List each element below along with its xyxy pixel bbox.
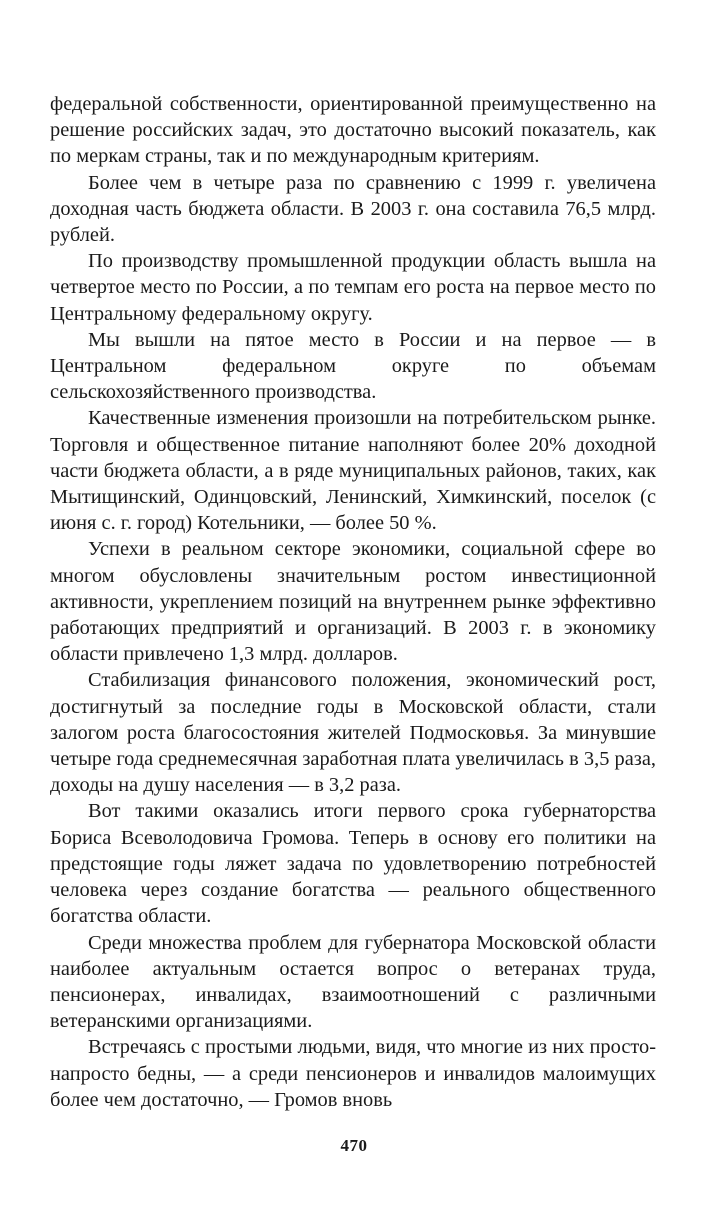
paragraph: федеральной собственности, ориентированной преимущественно на решение российских задач, это достаточно высокий показатель, как по меркам страны, так и по международным критериям. (50, 93, 656, 168)
paragraph: Вот такими оказались итоги первого срока губернаторства Бориса Всеволодовича Громова. Теперь в основу его политики на предстоящие годы ляжет задача по удовлетворению потребностей человека через создание богатства — реального общественного богатства области. (50, 800, 656, 928)
paragraph: Среди множества проблем для губернатора Московской области наиболее актуальным остается вопрос о ветеранах труда, пенсионерах, инвалидах, взаимоотношений с различными ветеранскими организациями. (50, 931, 656, 1033)
paragraph: Встречаясь с простыми людьми, видя, что многие из них просто-напросто бедны, — а среди пенсионеров и инвалидов малоимущих более чем достаточно, — Громов вновь (50, 1036, 656, 1111)
paragraph: Более чем в четыре раза по сравнению с 1999 г. увеличена доходная часть бюджета области. В 2003 г. она составила 76,5 млрд. рублей. (50, 171, 656, 247)
paragraph: По производству промышленной продукции область вышла на четвертое место по России, а по темпам его роста на первое место по Центральному федеральному округу. (50, 250, 656, 325)
page-number: 470 (340, 1136, 368, 1155)
paragraph: Успехи в реальном секторе экономики, социальной сфере во многом обусловлены значительным ростом инвестиционной активности, укреплением позиций на внутреннем рынке эффективно работающих предприятий и организаций. В 2003 г. в экономику области привлечено 1,3 млрд. долларов. (50, 538, 656, 666)
paragraph: Качественные изменения произошли на потребительском рынке. Торговля и общественное питание наполняют более 20% доходной части бюджета области, а в ряде муниципальных районов, таких, как Мытищинский, Одинцовский, Ленинский, Химкинский, поселок (с июня с. г. город) Котельники, — более 50 %. (50, 407, 656, 535)
paragraph: Стабилизация финансового положения, экономический рост, достигнутый за последние годы в Московской области, стали залогом роста благосостояния жителей Подмосковья. За минувшие четыре года среднемесячная заработная плата увеличилась в 3,5 раза, доходы на душу населения — в 3,2 раза. (50, 669, 656, 797)
body-text (50, 91, 656, 1113)
paragraph: Мы вышли на пятое место в России и на первое — в Центральном федеральном округе по объемам сельскохозяйственного производства. (50, 328, 656, 404)
